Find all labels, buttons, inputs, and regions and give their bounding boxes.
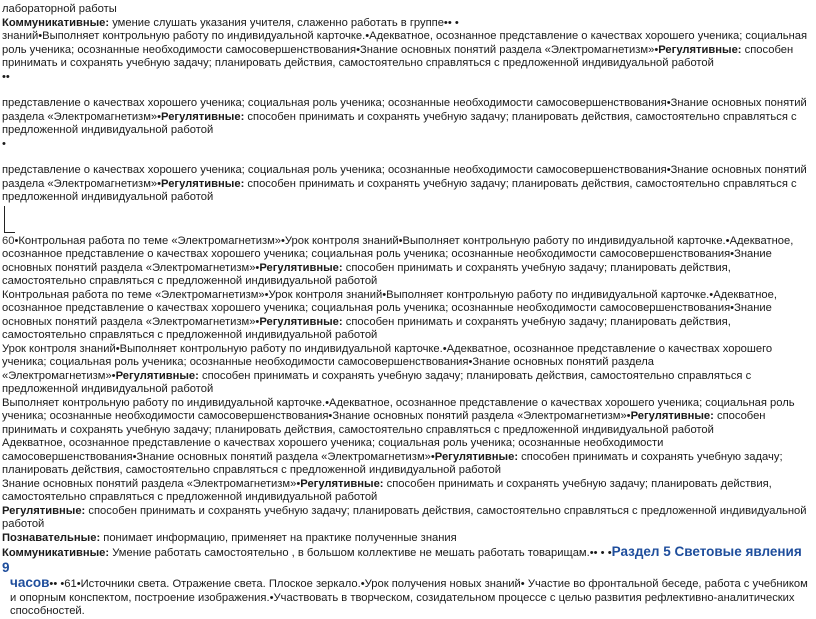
text-line xyxy=(2,532,812,546)
text-span: Умение работать самостоятельно , в большом коллективе не мешать работать товарищам.•• • • xyxy=(109,547,612,559)
spacer xyxy=(2,151,812,164)
text-span: способен принимать и сохранять учебную задачу; планировать действия, самостоятельно справляться с предложенной индивидуальной работой xyxy=(2,177,797,203)
text-paragraph xyxy=(2,343,812,397)
bullet-line: •• xyxy=(2,70,10,83)
text-paragraph xyxy=(2,437,812,478)
text-paragraph xyxy=(2,164,812,205)
text-span: способен принимать и сохранять учебную задачу; планировать действия, самостоятельно справляться с предложенной индивидуальной работой xyxy=(2,450,783,476)
text-paragraph xyxy=(2,235,812,289)
label-communicative: Коммуникативные: xyxy=(2,16,110,29)
text-paragraph xyxy=(2,478,812,505)
text-paragraph xyxy=(2,97,812,138)
label-regulative: Регулятивные: xyxy=(259,315,343,328)
bullet-line: • xyxy=(2,137,6,150)
text-paragraph xyxy=(2,289,812,343)
text-span: Контрольная работа по теме «Электромагнетизм»•Урок контроля знаний•Выполняет контрольную работу по индивидуальной карточке.•Адекватное, осознанное представление о качествах хорошего ученика; социальная роль ученика; осознанные необходимости самосовершенствования•Знание основных понятий раздела «Электромагнетизм»• xyxy=(2,288,777,328)
label-regulative: Регулятивные: xyxy=(658,43,742,56)
text-span: понимает информацию, применяет на практике полученные знания xyxy=(100,531,457,544)
spacer xyxy=(2,84,812,97)
text-line xyxy=(2,545,812,576)
label-communicative: Коммуникативные: xyxy=(2,547,110,559)
label-regulative: Регулятивные: xyxy=(259,261,343,274)
text-span: способен принимать и сохранять учебную задачу; планировать действия, самостоятельно справляться с предложенной индивидуальной работой xyxy=(2,477,772,503)
text-paragraph xyxy=(2,505,812,532)
label-regulative: Регулятивные: xyxy=(115,369,199,382)
text-span: Выполняет контрольную работу по индивидуальной карточке.•Адекватное, осознанное представление о качествах хорошего ученика; социальная роль ученика; осознанные необходимости самосовершенствования•Знание основных понятий раздела «Электромагнетизм»• xyxy=(2,396,795,422)
label-regulative: Регулятивные: xyxy=(300,477,384,490)
label-regulative: Регулятивные: xyxy=(161,177,245,190)
lesson-number: 60 xyxy=(2,234,15,247)
label-regulative: Регулятивные: xyxy=(434,450,519,463)
text-span: способен принимать и сохранять учебную задачу; планировать действия, самостоятельно справляться с предложенной индивидуальной работой xyxy=(2,410,766,436)
text-line xyxy=(2,17,812,31)
text-span: Адекватное, осознанное представление о качествах хорошего ученика; социальная роль ученика; осознанные необходимости самосовершенствования•Знание основных понятий раздела «Электромагнетизм»• xyxy=(2,437,664,463)
text-span: способен принимать и сохранять учебную задачу; планировать действия, самостоятельно справляться с предложенной индивидуальной работой xyxy=(2,110,797,136)
text-span: способен принимать и сохранять учебную задачу; планировать действия, самостоятельно справляться с предложенной индивидуальной работой xyxy=(2,369,752,395)
label-regulative: Регулятивные: xyxy=(2,504,86,517)
text-span: знаний•Выполняет контрольную работу по индивидуальной карточке.•Адекватное, осознанное представление о качествах хорошего ученика; социальная роль ученика; осознанные необходимости самосовершенствования•Знание основных понятий раздела «Электромагнетизм»• xyxy=(2,30,808,56)
section-heading: Раздел 5 Световые явления 9 xyxy=(2,544,802,575)
text-span: способен принимать и сохранять учебную задачу; планировать действия, самостоятельно справляться с предложенной индивидуальной работой xyxy=(2,315,731,341)
table-cell-marker xyxy=(4,206,15,233)
text-span: представление о качествах хорошего ученика; социальная роль ученика; осознанные необходимости самосовершенствования•Знание основных понятий раздела «Электромагнетизм»• xyxy=(2,164,807,190)
text-span: •Контрольная работа по теме «Электромагнетизм»•Урок контроля знаний•Выполняет контрольную работу по индивидуальной карточке.•Адекватное, осознанное представление о качествах хорошего ученика; социальная роль ученика; осознанные необходимости самосовершенствования•Знание основных понятий раздела «Электромагнетизм»• xyxy=(2,234,794,274)
label-cognitive: Познавательные: xyxy=(2,531,101,544)
text-span: представление о качествах хорошего ученика; социальная роль ученика; осознанные необходимости самосовершенствования•Знание основных понятий раздела «Электромагнетизм»• xyxy=(2,97,807,123)
text-span: Урок контроля знаний•Выполняет контрольную работу по индивидуальной карточке.•Адекватное, осознанное представление о качествах хорошего ученика; социальная роль ученика; осознанные необходимости самосовершенствования•Знание основных понятий раздела «Электромагнетизм»• xyxy=(2,342,773,382)
text-span: способен принимать и сохранять учебную задачу; планировать действия, самостоятельно справляться с предложенной индивидуальной работой xyxy=(2,504,807,530)
label-regulative: Регулятивные: xyxy=(161,110,245,123)
label-regulative: Регулятивные: xyxy=(630,410,714,422)
text-paragraph xyxy=(2,397,812,438)
text-line: лабораторной работы xyxy=(2,3,117,15)
text-span: способен принимать и сохранять учебную задачу; планировать действия, самостоятельно справляться с предложенной индивидуальной работой xyxy=(2,43,794,69)
text-paragraph xyxy=(2,30,812,71)
text-span: способен принимать и сохранять учебную задачу; планировать действия, самостоятельно справляться с предложенной индивидуальной работой xyxy=(2,261,731,287)
text-span: •• •61•Источники света. Отражение света. Плоское зеркало.•Урок получения новых знаний• Участие во фронтальной беседе, работа с учебником и опорным конспектом, построение изображения.•Участвовать в творческом, созидательном процессе с целью развития рефлективно-аналитических способностей. xyxy=(10,578,808,617)
text-span: Знание основных понятий раздела «Электромагнетизм»• xyxy=(2,477,301,490)
text-paragraph xyxy=(2,576,812,619)
section-heading-continued: часов xyxy=(10,575,50,590)
text-span: умение слушать указания учителя, слаженно работать в группе•• • xyxy=(109,16,459,29)
